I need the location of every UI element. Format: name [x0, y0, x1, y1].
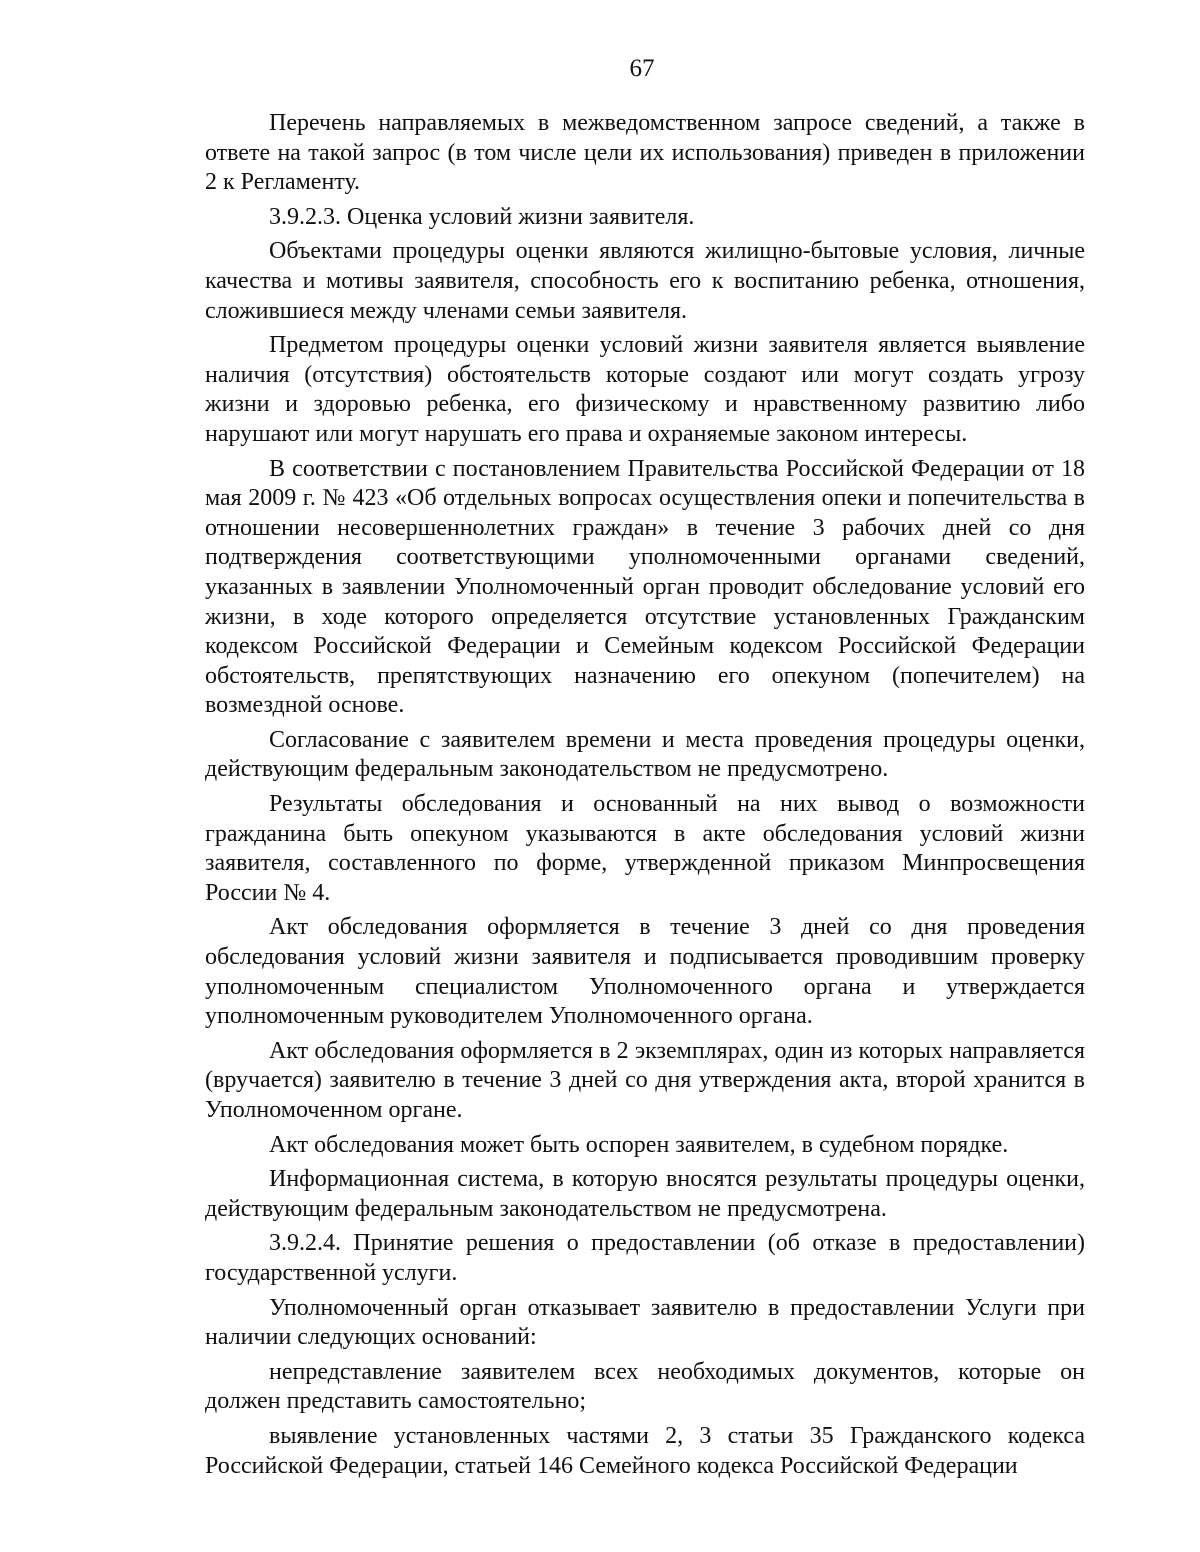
paragraph-government-decree: В соответствии с постановлением Правительства Российской Федерации от 18 мая 2009 г. № 423 «Об отдельных вопросах осуществления опеки и попечительства в отношении несовершеннолетних граждан» в течение 3 рабочих дней со дня подтверждения соответствующими уполномоченными органами сведений, указанных в заявлении Уполномоченный орган проводит обследование условий его жизни, в ходе которого определяется отсутствие установленных Гражданским кодексом Российской Федерации и Семейным кодексом Российской Федерации обстоятельств, препятствующих назначению его опекуном (попечителем) на возмездной основе.	[205, 455, 1085, 719]
paragraph-established-circumstances: выявление установленных частями 2, 3 статьи 35 Гражданского кодекса Российской Федерации, статьей 146 Семейного кодекса Российской Федерации	[205, 1422, 1085, 1479]
paragraph-act-copies: Акт обследования оформляется в 2 экземплярах, один из которых направляется (вручается) заявителю в течение 3 дней со дня утверждения акта, второй хранится в Уполномоченном органе.	[205, 1037, 1085, 1123]
paragraph-interagency-request-list: Перечень направляемых в межведомственном запросе сведений, а также в ответе на такой запрос (в том числе цели их использования) приведен в приложении 2 к Регламенту.	[205, 110, 1085, 196]
paragraph-refusal-grounds: Уполномоченный орган отказывает заявителю в предоставлении Услуги при наличии следующих оснований:	[205, 1294, 1085, 1351]
paragraph-act-preparation: Акт обследования оформляется в течение 3 дней со дня проведения обследования условий жизни заявителя и подписывается проводившим проверку уполномоченным специалистом Уполномоченного органа и утверждается уполномоченным руководителем Уполномоченного органа.	[205, 914, 1085, 1030]
paragraph-act-appeal: Акт обследования может быть оспорен заявителем, в судебном порядке.	[269, 1131, 1009, 1158]
paragraph-time-place-agreement: Согласование с заявителем времени и места проведения процедуры оценки, действующим федеральным законодательством не предусмотрено.	[205, 726, 1085, 783]
paragraph-assessment-subject: Предметом процедуры оценки условий жизни заявителя является выявление наличия (отсутствия) обстоятельств которые создают или могут создать угрозу жизни и здоровью ребенка, его физическому и нравственному развитию либо нарушают или могут нарушать его права и охраняемые законом интересы.	[205, 332, 1085, 447]
document-body	[205, 109, 1085, 1486]
paragraph-information-system: Информационная система, в которую вносятся результаты процедуры оценки, действующим федеральным законодательством не предусмотрена.	[205, 1166, 1085, 1222]
section-heading-3-9-2-4: 3.9.2.4. Принятие решения о предоставлении (об отказе в предоставлении) государственной услуги.	[205, 1230, 1085, 1286]
section-heading-3-9-2-3: 3.9.2.3. Оценка условий жизни заявителя.	[269, 203, 695, 230]
paragraph-inspection-results: Результаты обследования и основанный на них вывод о возможности гражданина быть опекуном указываются в акте обследования условий жизни заявителя, составленного по форме, утвержденной приказом Минпросвещения России № 4.	[205, 791, 1085, 906]
paragraph-missing-documents: непредставление заявителем всех необходимых документов, которые он должен представить самостоятельно;	[205, 1358, 1085, 1415]
page-number: 67	[629, 55, 655, 82]
paragraph-assessment-objects: Объектами процедуры оценки являются жилищно-бытовые условия, личные качества и мотивы заявителя, способность его к воспитанию ребенка, отношения, сложившиеся между членами семьи заявителя.	[205, 238, 1085, 324]
